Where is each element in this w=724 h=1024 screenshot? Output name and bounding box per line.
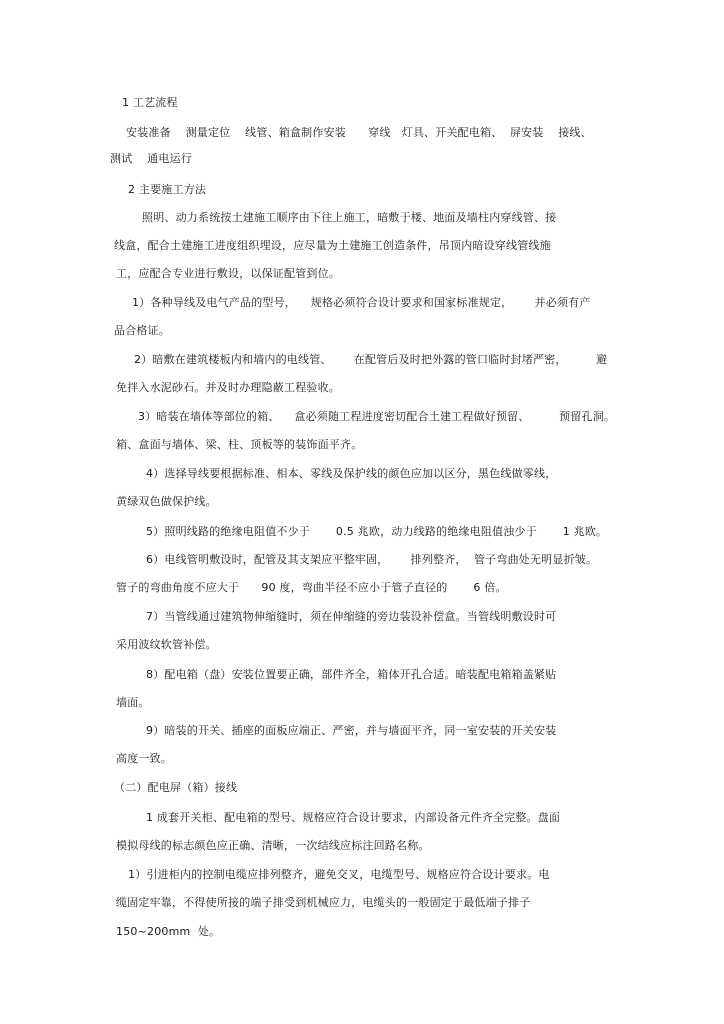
process-flow-line-2: 测试 通电运行: [110, 152, 192, 165]
item-7-line-1: 7）当管线通过建筑物伸缩缝时，须在伸缩缝的旁边装设补偿盒。当管线明敷设时可: [146, 610, 557, 623]
item-6-line-1: 6）电线管明敷设时，配管及其支架应平整牢固， 排列整齐， 管子弯曲处无明显折皱。: [146, 553, 598, 566]
paragraph-line: 线盒，配合土建施工进度组织埋设，应尽量为土建施工创造条件，吊顶内暗设穿线管线施: [114, 239, 551, 252]
item-7-line-2: 采用波纹软管补偿。: [116, 638, 217, 651]
item-5-line-1: 5）照明线路的绝缘电阻值不少于 0.5 兆欧，动力线路的绝缘电阻值浊少于 1 兆欧。: [146, 525, 608, 538]
paragraph-line: 照明、动力系统按土建施工顺序由下往上施工，暗敷于楼、地面及墙柱内穿线管、接: [142, 211, 557, 224]
item-3-line-1: 3）暗装在墙体等部位的箱、 盒必须随工程进度密切配合土建工程做好预留、 预留孔洞。: [138, 410, 616, 423]
item-8-line-2: 墙面。: [116, 696, 150, 709]
cable-item-line-1: 1）引进柜内的控制电缆应排列整齐，避免交叉，电缆型号、规格应符合设计要求。电: [128, 868, 550, 881]
process-flow-line-1: 安装准备 测量定位 线管、箱盒制作安装 穿线 灯具、开关配电箱、 屏安装 接线、: [126, 126, 592, 139]
heading-methods: 2 主要施工方法: [128, 183, 207, 196]
switchboard-para-line-1: 1 成套开关柜、配电箱的型号、规格应符合设计要求，内部设备元件齐全完整。盘面: [146, 811, 561, 824]
heading-process: 1 工艺流程: [122, 96, 178, 109]
cable-item-line-3: 150~200mm 处。: [116, 925, 221, 938]
item-4-line-1: 4）选择导线要根据标准、相本、零线及保护线的颜色应加以区分，黑色线做零线，: [146, 467, 557, 480]
paragraph-line: 工，应配合专业进行敷设，以保证配管到位。: [116, 267, 340, 280]
section-heading-switchboard: （二）配电屏（箱）接线: [114, 781, 238, 794]
item-1-line-2: 品合格证。: [114, 324, 170, 337]
item-1-line-1: 1）各种导线及电气产品的型号， 规格必须符合设计要求和国家标准规定， 并必须有产: [132, 296, 591, 309]
item-2-line-2: 免拌入水泥砂石。并及时办理隐蔽工程验收。: [116, 381, 340, 394]
cable-item-line-2: 缆固定牢靠，不得使所接的端子排受到机械应力，电缆头的一般固定于最低端子排子: [116, 896, 531, 909]
item-4-line-2: 黄绿双色做保护线。: [116, 495, 217, 508]
item-9-line-1: 9）暗装的开关、插座的面板应端正、严密，并与墙面平齐，同一室安装的开关安装: [146, 724, 557, 737]
item-8-line-1: 8）配电箱（盘）安装位置要正确，部件齐全，箱体开孔合适。暗装配电箱箱盖紧贴: [146, 668, 557, 681]
item-6-line-2: 管子的弯曲角度不应大于 90 度，弯曲半径不应小于管子直径的 6 倍。: [116, 581, 507, 594]
item-2-line-1: 2）暗敷在建筑楼板内和墙内的电线管、 在配管后及时把外露的管口临时封堵严密， 避: [134, 353, 608, 366]
item-3-line-2: 箱、盒面与墙体、梁、柱、顶板等的装饰面平齐。: [116, 438, 363, 451]
switchboard-para-line-2: 模拟母线的标志颜色应正确、清晰，一次结线应标注回路名称。: [116, 839, 430, 852]
item-9-line-2: 高度一致。: [116, 752, 172, 765]
